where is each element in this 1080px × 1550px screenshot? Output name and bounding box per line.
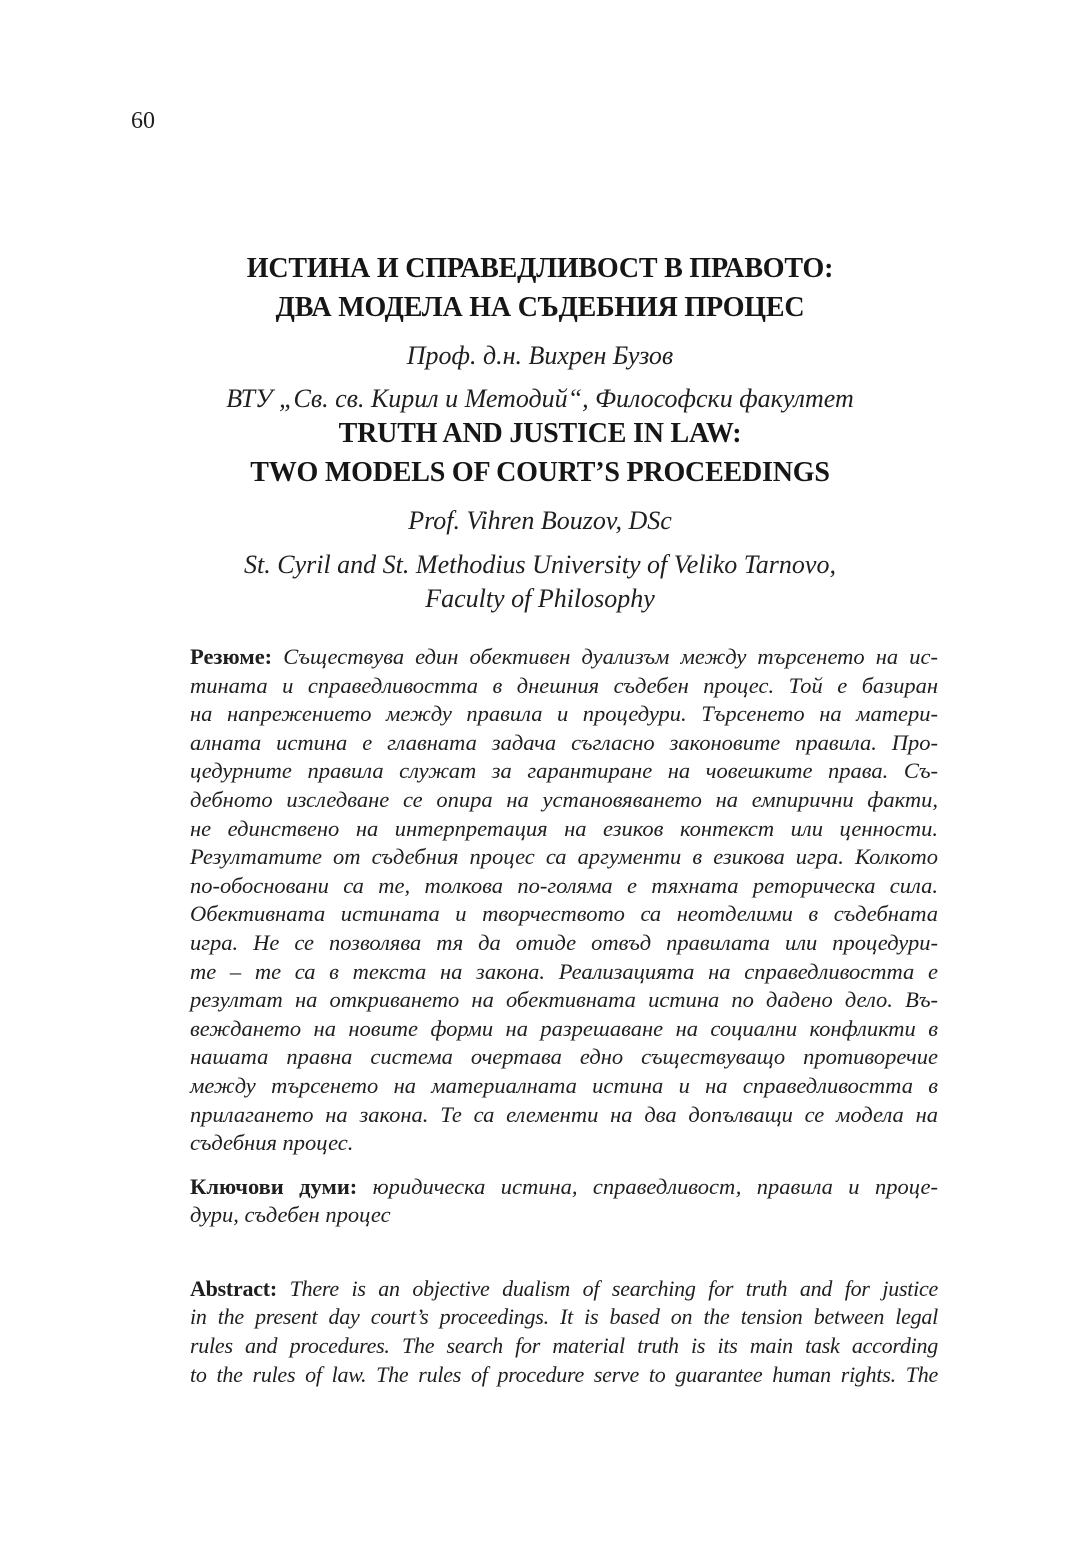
article-body [190, 643, 938, 1389]
text-line: to the rules of law. The rules of procedure serve to guarantee human rights. The [190, 1361, 938, 1387]
text-line: тината и справедливостта в днешния съдебен процес. Той е базиран [190, 672, 938, 698]
abstract-english-section [190, 1275, 938, 1389]
text-line: дебното изследване се опира на установяването на емпирични факти, [190, 786, 938, 812]
text-line: резултат на откриването на обективната истина по дадено дело. Въ- [190, 987, 938, 1013]
abstract-label: Abstract: [190, 1275, 277, 1301]
text-line: нашата правна система очертава едно съществуващо противоречие [190, 1044, 938, 1070]
article-header [0, 0, 1080, 616]
abstract-first-line-text: There is an objective dualism of searching for truth and for justice [289, 1275, 939, 1301]
keywords-last-line: дури, съдебен процес [190, 1202, 391, 1228]
text-line: in the present day court’s proceedings. It is based on the tension between legal [190, 1304, 938, 1330]
affiliation-bulgarian: ВТУ „Св. св. Кирил и Методий“, Философски факултет [226, 384, 854, 413]
text-line: игра. Не се позволява тя да отиде отвъд правилата или процедури- [190, 929, 938, 955]
author-english: Prof. Vihren Bouzov, DSc [408, 506, 672, 535]
text-line: St. Cyril and St. Methodius University of Veliko Tarnovo, [244, 550, 836, 579]
text-line: на напрежението между правила и процедури. Търсенето на матери- [190, 701, 938, 727]
abstract-first-line [190, 1275, 938, 1304]
affiliation-english [0, 548, 1080, 616]
text-line: Обективната истината и творчеството са неотделими в съдебната [190, 901, 938, 927]
text-line: ДВА МОДЕЛА НА СЪДЕБНИЯ ПРОЦЕС [275, 292, 805, 323]
keywords-section [190, 1173, 938, 1230]
text-line: между търсенето на материалната истина и на справедливостта в [190, 1072, 938, 1098]
page-number: 60 [131, 108, 155, 134]
keywords-first-line-text: юридическа истина, справедливост, правила и проце- [372, 1173, 938, 1199]
text-line: алната истина е главната задача съгласно законовите правила. Про- [190, 729, 938, 755]
article-title-bulgarian [0, 249, 1080, 327]
text-line: ИСТИНА И СПРАВЕДЛИВОСТ В ПРАВОТО: [246, 253, 834, 284]
text-line: rules and procedures. The search for material truth is its main task according [190, 1333, 938, 1359]
author-bulgarian: Проф. д.н. Вихрен Бузов [406, 341, 674, 370]
keywords-label: Ключови думи: [190, 1173, 358, 1199]
text-line: веждането на новите форми на разрешаване на социални конфликти в [190, 1015, 938, 1041]
text-line: Резултатите от съдебния процес са аргументи в езикова игра. Колкото [190, 844, 938, 870]
resume-body-lines [190, 672, 938, 1130]
resume-label: Резюме: [190, 644, 273, 669]
text-line: TWO MODELS OF COURT’S PROCEEDINGS [250, 457, 830, 488]
text-line: по-обосновани са те, толкова по-голяма е тяхната реторическа сила. [190, 872, 938, 898]
text-line: Faculty of Philosophy [425, 584, 655, 613]
article-title-english [0, 414, 1080, 492]
text-line: те – те са в текста на закона. Реализацията на справедливостта е [190, 958, 938, 984]
text-line: прилагането на закона. Те са елементи на два допълващи се модела на [190, 1101, 938, 1127]
keywords-first-line [190, 1173, 938, 1202]
resume-first-line [190, 643, 938, 672]
resume-first-line-text: Съществува един обективен дуализъм между търсенето на ис- [283, 644, 938, 669]
resume-last-line: съдебния процес. [190, 1130, 354, 1156]
abstract-body-lines [190, 1303, 938, 1389]
text-line: TRUTH AND JUSTICE IN LAW: [338, 418, 742, 449]
abstract-bulgarian-section [190, 643, 938, 1158]
text-line: не единствено на интерпретация на езиков контекст или ценности. [190, 815, 938, 841]
text-line: цедурните правила служат за гарантиране на човешките права. Съ- [190, 758, 938, 784]
